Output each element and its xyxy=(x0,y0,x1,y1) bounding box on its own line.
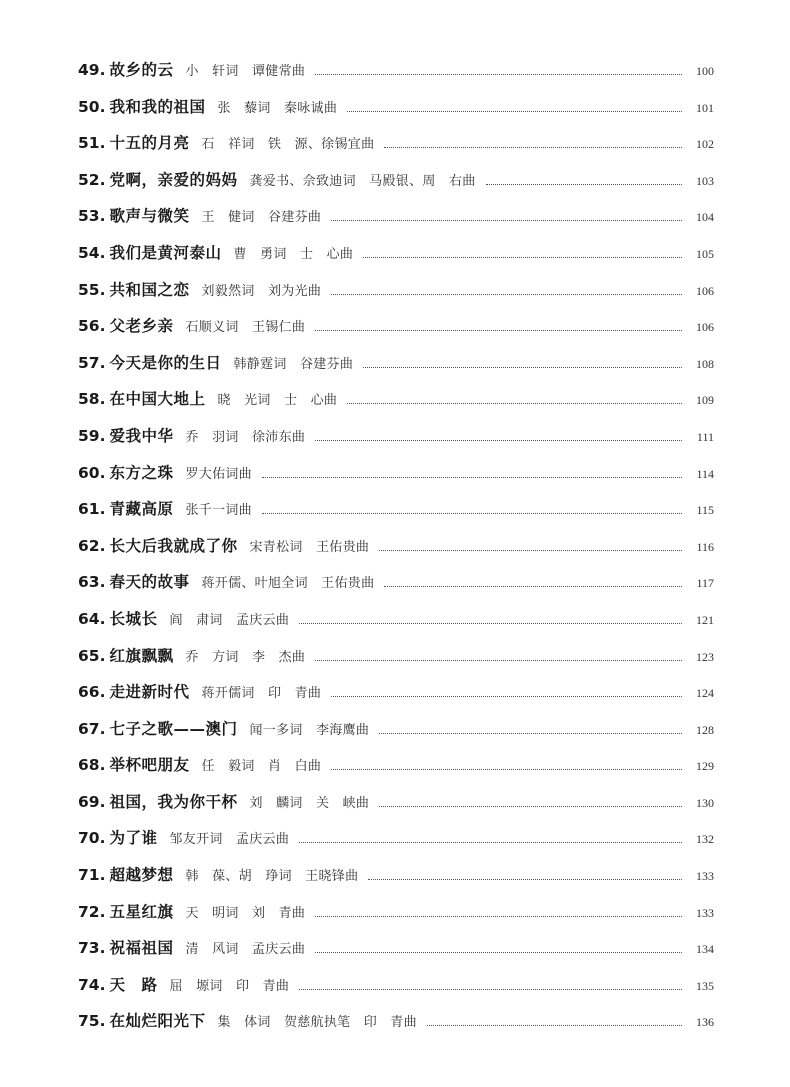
dot-leader xyxy=(315,440,682,441)
toc-entry[interactable] xyxy=(0,461,790,498)
entry-number: 63. xyxy=(78,573,106,592)
entry-number: 50. xyxy=(78,97,106,116)
toc-entry[interactable] xyxy=(0,314,790,351)
song-credits: 张千一词曲 xyxy=(185,503,252,519)
dot-leader xyxy=(427,1025,682,1026)
page-number: 128 xyxy=(696,722,714,737)
song-credits: 龚爱书、佘致迪词 马殿银、周 右曲 xyxy=(249,173,476,189)
song-title: 今天是你的生日 xyxy=(109,353,222,372)
dot-leader xyxy=(331,769,682,770)
entry-number: 58. xyxy=(78,390,106,409)
page-number: 104 xyxy=(696,210,714,225)
song-credits: 罗大佑词曲 xyxy=(185,466,252,482)
entry-number: 66. xyxy=(78,683,106,702)
page-number: 124 xyxy=(696,686,714,701)
song-title: 在中国大地上 xyxy=(109,390,206,409)
song-credits: 蒋开儒词 印 青曲 xyxy=(201,686,322,702)
entry-number: 62. xyxy=(78,536,106,555)
toc-entry[interactable] xyxy=(0,644,790,681)
toc-entry[interactable] xyxy=(0,387,790,424)
entry-number: 56. xyxy=(78,317,106,336)
toc-entry[interactable] xyxy=(0,936,790,973)
page-number: 130 xyxy=(696,795,714,810)
dot-leader xyxy=(315,330,682,331)
dot-leader xyxy=(347,403,682,404)
song-credits: 清 风词 孟庆云曲 xyxy=(185,942,306,958)
song-title: 我和我的祖国 xyxy=(109,97,206,116)
toc-entry[interactable] xyxy=(0,95,790,132)
entry-number: 59. xyxy=(78,426,106,445)
dot-leader xyxy=(331,294,682,295)
entry-number: 65. xyxy=(78,646,106,665)
song-title: 歌声与微笑 xyxy=(109,207,190,226)
page-number: 135 xyxy=(696,978,714,993)
toc-entry[interactable] xyxy=(0,497,790,534)
toc-entry[interactable] xyxy=(0,131,790,168)
song-title: 春天的故事 xyxy=(109,573,190,592)
dot-leader xyxy=(331,696,682,697)
song-credits: 韩 葆、胡 琤词 王晓锋曲 xyxy=(185,869,359,885)
entry-number: 72. xyxy=(78,902,106,921)
page-number: 129 xyxy=(696,759,714,774)
song-credits: 石 祥词 铁 源、徐锡宜曲 xyxy=(201,137,375,153)
page-number: 121 xyxy=(696,612,714,627)
page-number: 102 xyxy=(696,137,714,152)
song-title: 东方之珠 xyxy=(109,463,174,482)
toc-entry[interactable] xyxy=(0,168,790,205)
song-credits: 韩静霆词 谷建芬曲 xyxy=(233,356,354,372)
entry-number: 70. xyxy=(78,829,106,848)
entry-number: 64. xyxy=(78,609,106,628)
page-number: 106 xyxy=(696,320,714,335)
song-title: 七子之歌——澳门 xyxy=(109,719,238,738)
song-title: 走进新时代 xyxy=(109,683,190,702)
page-number: 133 xyxy=(696,869,714,884)
page-number: 109 xyxy=(696,393,714,408)
table-of-contents xyxy=(0,58,790,1046)
dot-leader xyxy=(368,879,682,880)
toc-entry[interactable] xyxy=(0,204,790,241)
song-title: 十五的月亮 xyxy=(109,134,190,153)
song-title: 五星红旗 xyxy=(109,902,174,921)
entry-number: 71. xyxy=(78,866,106,885)
entry-number: 74. xyxy=(78,975,106,994)
song-credits: 蒋开儒、叶旭全词 王佑贵曲 xyxy=(201,576,375,592)
song-credits: 宋青松词 王佑贵曲 xyxy=(249,539,370,555)
page-number: 111 xyxy=(696,429,714,444)
song-title: 超越梦想 xyxy=(109,866,174,885)
song-credits: 小 轩词 谭健常曲 xyxy=(185,64,306,79)
song-credits: 乔 方词 李 杰曲 xyxy=(185,649,306,665)
song-credits: 曹 勇词 士 心曲 xyxy=(233,246,354,262)
toc-entry[interactable] xyxy=(0,900,790,937)
dot-leader xyxy=(331,220,682,221)
toc-entry[interactable] xyxy=(0,58,790,95)
page-number: 108 xyxy=(696,356,714,371)
toc-entry[interactable] xyxy=(0,424,790,461)
entry-number: 53. xyxy=(78,207,106,226)
song-title: 天 路 xyxy=(109,975,158,994)
toc-entry[interactable] xyxy=(0,607,790,644)
song-title: 举杯吧朋友 xyxy=(109,756,190,775)
song-title: 青藏高原 xyxy=(109,500,174,519)
page-number: 105 xyxy=(696,246,714,261)
song-credits: 任 毅词 肖 白曲 xyxy=(201,759,322,775)
page-number: 136 xyxy=(696,1015,714,1030)
song-credits: 刘毅然词 刘为光曲 xyxy=(201,283,322,299)
page-number: 132 xyxy=(696,832,714,847)
page-number: 106 xyxy=(696,283,714,298)
page-number: 100 xyxy=(696,64,714,78)
page-number: 103 xyxy=(696,173,714,188)
song-title: 党啊，亲爱的妈妈 xyxy=(109,170,238,189)
dot-leader xyxy=(299,989,682,990)
song-credits: 屈 塬词 印 青曲 xyxy=(169,978,290,994)
song-credits: 乔 羽词 徐沛东曲 xyxy=(185,429,306,445)
song-title: 故乡的云 xyxy=(109,61,174,79)
entry-number: 55. xyxy=(78,280,106,299)
dot-leader xyxy=(486,184,682,185)
song-title: 长大后我就成了你 xyxy=(109,536,238,555)
dot-leader xyxy=(384,586,682,587)
page-number: 115 xyxy=(696,503,714,518)
song-credits: 张 藜词 秦咏诚曲 xyxy=(217,100,338,116)
toc-entry[interactable] xyxy=(0,863,790,900)
toc-entry[interactable] xyxy=(0,753,790,790)
song-title: 祝福祖国 xyxy=(109,939,174,958)
song-title: 红旗飘飘 xyxy=(109,646,174,665)
dot-leader xyxy=(315,74,682,75)
entry-number: 60. xyxy=(78,463,106,482)
entry-number: 68. xyxy=(78,756,106,775)
dot-leader xyxy=(315,660,682,661)
song-title: 为了谁 xyxy=(109,829,158,848)
song-credits: 石顺义词 王锡仁曲 xyxy=(185,320,306,336)
toc-entry[interactable] xyxy=(0,680,790,717)
song-credits: 王 健词 谷建芬曲 xyxy=(201,210,322,226)
toc-entry[interactable] xyxy=(0,790,790,827)
song-title: 祖国，我为你干杯 xyxy=(109,792,238,811)
entry-number: 51. xyxy=(78,134,106,153)
song-credits: 阎 肃词 孟庆云曲 xyxy=(169,612,290,628)
dot-leader xyxy=(379,733,682,734)
song-credits: 刘 麟词 关 峡曲 xyxy=(249,795,370,811)
dot-leader xyxy=(299,842,682,843)
page-number: 134 xyxy=(696,942,714,957)
dot-leader xyxy=(363,367,682,368)
page-number: 123 xyxy=(696,649,714,664)
dot-leader xyxy=(315,952,682,953)
toc-entry[interactable] xyxy=(0,351,790,388)
dot-leader xyxy=(379,550,682,551)
entry-number: 75. xyxy=(78,1012,106,1031)
song-title: 爱我中华 xyxy=(109,426,174,445)
dot-leader xyxy=(262,513,682,514)
entry-number: 49. xyxy=(78,61,106,79)
toc-entry[interactable] xyxy=(0,826,790,863)
song-credits: 天 明词 刘 青曲 xyxy=(185,905,306,921)
dot-leader xyxy=(347,111,682,112)
toc-entry[interactable] xyxy=(0,278,790,315)
toc-entry[interactable] xyxy=(0,973,790,1010)
dot-leader xyxy=(299,623,682,624)
page-number: 117 xyxy=(696,576,714,591)
page-number: 114 xyxy=(696,466,714,481)
dot-leader xyxy=(363,257,682,258)
song-title: 我们是黄河泰山 xyxy=(109,243,222,262)
page-number: 101 xyxy=(696,100,714,115)
dot-leader xyxy=(379,806,682,807)
song-title: 共和国之恋 xyxy=(109,280,190,299)
entry-number: 57. xyxy=(78,353,106,372)
toc-entry[interactable] xyxy=(0,717,790,754)
song-credits: 闻一多词 李海鹰曲 xyxy=(249,722,370,738)
entry-number: 73. xyxy=(78,939,106,958)
song-credits: 邹友开词 孟庆云曲 xyxy=(169,832,290,848)
entry-number: 69. xyxy=(78,792,106,811)
toc-entry[interactable] xyxy=(0,1009,790,1046)
entry-number: 61. xyxy=(78,500,106,519)
song-credits: 晓 光词 士 心曲 xyxy=(217,393,338,409)
entry-number: 54. xyxy=(78,243,106,262)
toc-entry[interactable] xyxy=(0,570,790,607)
song-title: 在灿烂阳光下 xyxy=(109,1012,206,1031)
song-credits: 集 体词 贺慈航执笔 印 青曲 xyxy=(217,1015,417,1031)
dot-leader xyxy=(315,916,682,917)
song-title: 长城长 xyxy=(109,609,158,628)
entry-number: 52. xyxy=(78,170,106,189)
toc-entry[interactable] xyxy=(0,241,790,278)
dot-leader xyxy=(262,477,682,478)
page-number: 116 xyxy=(696,539,714,554)
dot-leader xyxy=(384,147,682,148)
toc-entry[interactable] xyxy=(0,534,790,571)
song-title: 父老乡亲 xyxy=(109,317,174,336)
entry-number: 67. xyxy=(78,719,106,738)
page-number: 133 xyxy=(696,905,714,920)
